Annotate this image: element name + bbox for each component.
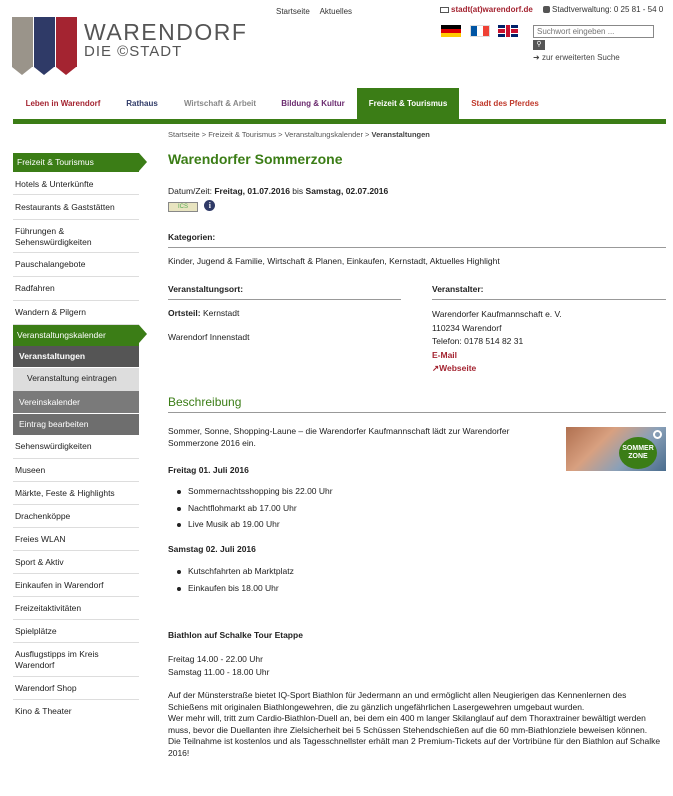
nav-stadt-des-pferdes[interactable]	[459, 88, 551, 119]
sidebar-item-eintrag-bearbeiten[interactable]: Eintrag bearbeiten	[13, 414, 139, 436]
main-navigation	[13, 88, 666, 124]
site-logo[interactable]	[12, 17, 252, 71]
date-to: Samstag, 02.07.2016	[305, 186, 389, 196]
sidebar-item-wandern[interactable]: Wandern & Pilgern	[13, 301, 139, 325]
advanced-search-link[interactable]	[533, 53, 620, 62]
biathlon-paragraph-3: Die Teilnahme ist kostenlos und als Tagesschnellster erhält man 2 Premium-Tickets auf der Vortribüne für den Biathlon auf Schalke 2016!	[168, 736, 661, 758]
sidebar-item-veranstaltung-eintragen[interactable]: Veranstaltung eintragen	[13, 368, 139, 391]
veranstalter-name: Warendorfer Kaufmannschaft e. V.	[432, 309, 562, 319]
contact-email-link[interactable]: stadt(at)warendorf.de	[451, 5, 533, 14]
sidebar-item-freizeitaktivitaeten[interactable]: Freizeitaktivitäten	[13, 597, 139, 620]
ics-download-button[interactable]: ICS	[168, 202, 198, 212]
date-from: Freitag, 01.07.2016	[214, 186, 290, 196]
flag-german-icon[interactable]	[441, 25, 461, 37]
list-item: Sommernachtsshopping bis 22.00 Uhr	[168, 486, 333, 498]
nav-bar-divider	[13, 119, 666, 124]
date-bis: bis	[292, 186, 304, 196]
nav-label: Rathaus	[126, 99, 158, 108]
nav-label: Wirtschaft & Arbeit	[183, 99, 257, 108]
sidebar	[13, 153, 139, 722]
sidebar-item-sehenswuerdigkeiten[interactable]: Sehenswürdigkeiten	[13, 436, 139, 459]
nav-label: Bildung & Kultur	[281, 99, 345, 108]
logo-shield-blue	[34, 17, 55, 67]
external-link-icon: ↗	[432, 363, 440, 373]
nav-wirtschaft-arbeit[interactable]	[171, 88, 269, 119]
contact-info	[440, 5, 663, 14]
top-link-aktuelles[interactable]: Aktuelles	[319, 7, 353, 16]
sidebar-item-spielplaetze[interactable]: Spielplätze	[13, 620, 139, 643]
website-label: Webseite	[439, 363, 477, 373]
kategorien-heading: Kategorien:	[168, 232, 666, 248]
sidebar-item-warendorf-shop[interactable]: Warendorf Shop	[13, 677, 139, 700]
biathlon-time-2: Samstag 11.00 - 18.00 Uhr	[168, 667, 270, 677]
ort-name: Warendorf Innenstadt	[168, 332, 250, 342]
phone-icon	[543, 6, 550, 13]
logo-shield-red	[56, 17, 77, 67]
sidebar-item-veranstaltungen[interactable]: Veranstaltungen	[13, 346, 139, 368]
ortsteil-line	[168, 308, 239, 320]
breadcrumb	[168, 130, 430, 139]
ortsteil-value: Kernstadt	[202, 308, 240, 318]
breadcrumb-trail[interactable]: Startseite > Freizeit & Tourismus > Veranstaltungskalender >	[168, 130, 370, 139]
sidebar-item-ausflugstipps[interactable]: Ausflugstipps im Kreis Warendorf	[13, 643, 139, 677]
event-actions	[168, 200, 215, 212]
veranstalter-website-link[interactable]	[432, 362, 562, 376]
logo-shield-grey	[12, 17, 33, 67]
list-item: Kutschfahrten ab Marktplatz	[168, 566, 294, 578]
nav-leben-in-warendorf[interactable]	[13, 88, 113, 119]
advanced-search-label: zur erweiterten Suche	[541, 53, 620, 62]
list-item: Live Musik ab 19.00 Uhr	[168, 519, 333, 531]
breadcrumb-current: Veranstaltungen	[371, 130, 430, 139]
sidebar-item-drachenkoeppe[interactable]: Drachenköppe	[13, 505, 139, 528]
page-title: Warendorfer Sommerzone	[168, 151, 343, 167]
zoom-icon	[653, 430, 662, 439]
day2-list	[168, 566, 294, 599]
beschreibung-heading: Beschreibung	[168, 397, 666, 413]
language-switcher	[441, 25, 524, 39]
veranstalter-plz: 110234 Warendorf	[432, 322, 502, 333]
nav-label: Freizeit & Tourismus	[368, 99, 448, 108]
sidebar-item-kino-theater[interactable]: Kino & Theater	[15, 706, 72, 716]
sidebar-item-freies-wlan[interactable]: Freies WLAN	[13, 528, 139, 551]
sidebar-item-pauschalangebote[interactable]: Pauschalangebote	[13, 253, 139, 277]
search-input[interactable]	[533, 25, 654, 38]
sidebar-item-hotels[interactable]: Hotels & Unterkünfte	[13, 175, 139, 195]
nav-bildung-kultur[interactable]	[269, 88, 357, 119]
veranstalter-block	[432, 308, 562, 376]
sidebar-item-veranstaltungskalender[interactable]: Veranstaltungskalender	[13, 325, 139, 346]
veranstaltungsort-heading: Veranstaltungsort:	[168, 284, 401, 300]
biathlon-title: Biathlon auf Schalke Tour Etappe	[168, 630, 303, 640]
event-date	[168, 186, 388, 198]
veranstalter-email-link[interactable]: E-Mail	[432, 349, 458, 360]
sidebar-item-maerkte[interactable]: Märkte, Feste & Highlights	[13, 482, 139, 505]
promo-badge: SOMMER ZONE	[619, 437, 657, 469]
sidebar-item-museen[interactable]: Museen	[13, 459, 139, 482]
top-link-startseite[interactable]: Startseite	[276, 7, 310, 16]
search-icon: ⚲	[536, 41, 542, 48]
kategorien-list: Kinder, Jugend & Familie, Wirtschaft & Planen, Einkaufen, Kernstadt, Aktuelles Highlight	[168, 256, 500, 266]
sidebar-item-einkaufen[interactable]: Einkaufen in Warendorf	[13, 574, 139, 597]
day1-list	[168, 486, 333, 536]
top-links	[276, 7, 360, 16]
nav-freizeit-tourismus[interactable]	[357, 88, 459, 119]
sidebar-item-freizeit-tourismus[interactable]: Freizeit & Tourismus	[13, 153, 139, 172]
sidebar-item-radfahren[interactable]: Radfahren	[13, 277, 139, 301]
biathlon-description	[168, 690, 666, 759]
day1-title: Freitag 01. Juli 2016	[168, 465, 249, 475]
envelope-icon	[440, 7, 449, 13]
info-icon[interactable]: i	[204, 200, 215, 211]
contact-phone: Stadtverwaltung: 0 25 81 - 54 0	[552, 5, 664, 14]
biathlon-paragraph-2: Wer mehr will, tritt zum Cardio-Biathlon-Duell an, bei dem ein 400 m langer Skilanglauf auf dem Thoraxtrainer bewältigt werden muss, bevor die Duellanten ihre Zielsicherheit bei 5 Schüssen Stehendschießen auf die 60 mm-Biathlonziele beweisen können.	[168, 713, 648, 735]
veranstalter-telefon: Telefon: 0178 514 82 31	[432, 336, 524, 346]
nav-label: Stadt des Pferdes	[471, 99, 539, 108]
sidebar-item-vereinskalender[interactable]: Vereinskalender	[13, 391, 139, 414]
description-intro: Sommer, Sonne, Shopping-Laune – die Warendorfer Kaufmannschaft lädt zur Warendorfer Sommerzone 2016 ein.	[168, 426, 510, 448]
sidebar-item-fuehrungen[interactable]: Führungen & Sehenswürdigkeiten	[13, 220, 139, 253]
logo-title: WARENDORF	[84, 19, 248, 45]
search-button[interactable]	[533, 40, 545, 50]
biathlon-paragraph-1: Auf der Münsterstraße bietet IQ-Sport Biathlon für Jedermann an und ermöglicht allen Neugierigen das Kennenlernen des Schießens mit originalen Biathlongewehren, die zu gänzlich ungefährlichen Lasergewehren umgebaut wurden.	[168, 690, 627, 712]
arrow-right-icon: ➜	[533, 53, 540, 62]
sidebar-item-sport-aktiv[interactable]: Sport & Aktiv	[13, 551, 139, 574]
list-item: Nachtflohmarkt ab 17.00 Uhr	[168, 503, 333, 515]
date-label: Datum/Zeit:	[168, 186, 212, 196]
flag-french-icon[interactable]	[470, 25, 490, 37]
list-item: Einkaufen bis 18.00 Uhr	[168, 583, 294, 595]
veranstalter-heading: Veranstalter:	[432, 284, 666, 300]
logo-subtitle: DIE ©STADT	[84, 43, 183, 60]
day2-title: Samstag 02. Juli 2016	[168, 544, 256, 554]
sommerzone-promo-image[interactable]	[566, 427, 666, 471]
flag-english-icon[interactable]	[498, 25, 518, 37]
biathlon-time-1: Freitag 14.00 - 22.00 Uhr	[168, 654, 263, 664]
ortsteil-label: Ortsteil:	[168, 308, 201, 318]
nav-rathaus[interactable]	[113, 88, 171, 119]
sidebar-item-restaurants[interactable]: Restaurants & Gaststätten	[13, 195, 139, 220]
nav-label: Leben in Warendorf	[25, 99, 101, 108]
